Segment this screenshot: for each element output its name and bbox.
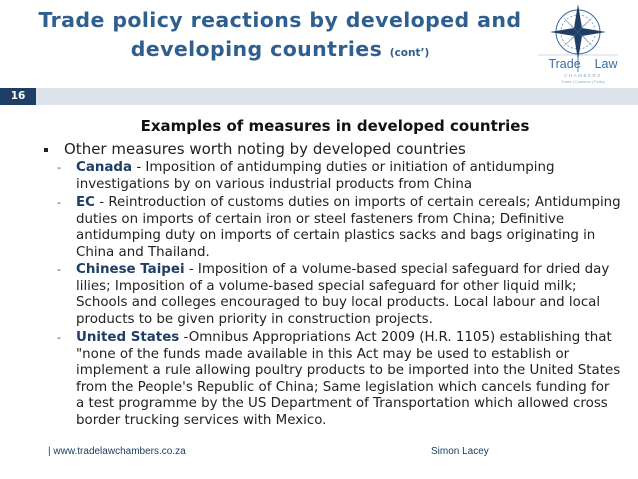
bullet-icon [44,148,48,152]
country-name: EC [76,195,95,210]
country-name: Canada [76,160,133,175]
logo-name-left: Trade [548,57,581,71]
section-heading: Examples of measures in developed countries [140,117,530,135]
slide-title-line1: Trade policy reactions by developed and [38,8,522,32]
footer-author: Simon Lacey [431,446,489,457]
bullet-text: Other measures worth noting by developed countries [64,140,466,158]
list-item [57,330,621,430]
list-item [57,262,621,328]
slide-title-suffix: (cont’) [389,47,430,59]
measure-text: - Imposition of a volume-based special safeguard for dried day lilies; Imposition of a volume-based special safeguard for other liquid milk; Schools and colleges encouraged to buy local products. Local labour and local products to be given priority in construction projects. [76,262,610,327]
logo-subtitle: CHAMBERS [564,73,602,78]
measure-text: - Reintroduction of customs duties on imports of certain cereals; Antidumping duties on imports of certain iron or steel fasteners from China; Definitive antidumping duty on imports of certain plastics sacks and bags originating in China and Thailand. [76,195,621,260]
footer-website: | www.tradelawchambers.co.za [48,446,186,457]
dash-icon: - [57,161,61,174]
country-name: United States [76,330,180,345]
header-divider-bar [0,88,638,105]
list-item [57,160,621,193]
measure-text: -Omnibus Appropriations Act 2009 (H.R. 1105) establishing that "none of the funds made available in this Act may be used to establish or implement a rule allowing poultry products to be imported into the United States from the People's Republic of China; Same legislation which cancels funding for a test programme by the US Department of Transportation which allowed cross border trucking services with Mexico. [76,330,621,428]
measure-text: - Imposition of antidumping duties or initiation of antidumping investigations by on various industrial products from China [76,160,555,192]
logo-tagline: Trade | Customs | Policy [561,79,605,84]
slide-title-line2: developing countries [130,37,383,61]
country-name: Chinese Taipei [76,262,185,277]
dash-icon: - [57,263,61,276]
slide-title [30,6,530,68]
slide-number: 16 [0,88,36,105]
dash-icon: - [57,331,61,344]
logo-wordmark [545,57,621,71]
dash-icon: - [57,196,61,209]
logo-name-right: Law [594,57,618,71]
list-item [57,195,621,261]
